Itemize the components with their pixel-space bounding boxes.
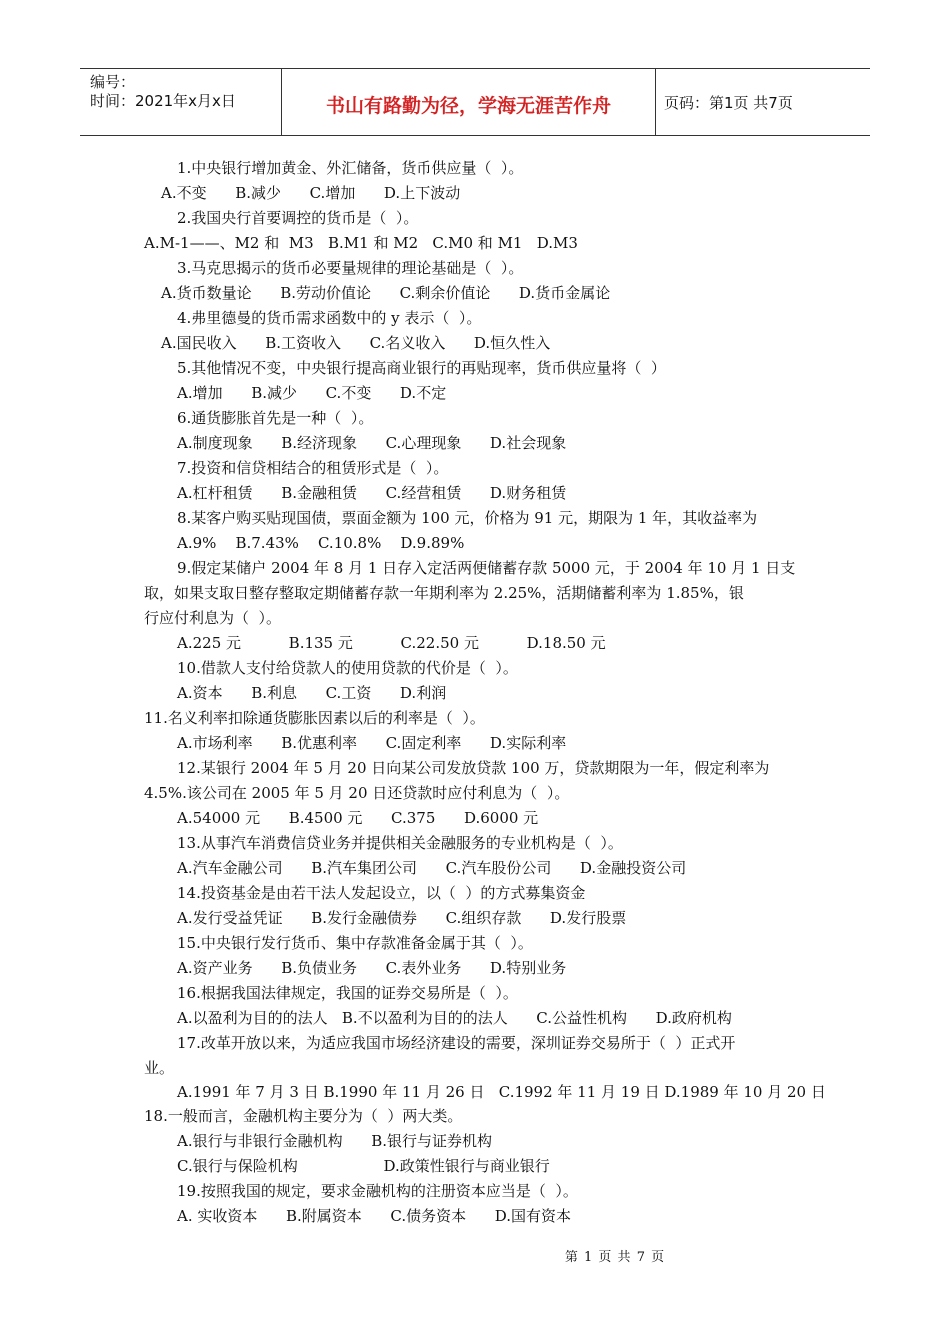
header-meta (80, 69, 282, 135)
options-12: A.54000 元 B.4500 元 C.375 D.6000 元 (177, 809, 539, 827)
question-6: 6.通货膨胀首先是一种（ ）。 (177, 409, 374, 427)
question-12-line-1: 12.某银行 2004 年 5 月 20 日向某公司发放贷款 100 万，贷款期限为一年，假定利率为 (177, 759, 770, 777)
question-5: 5.其他情况不变，中央银行提高商业银行的再贴现率，货币供应量将（ ） (177, 359, 666, 377)
question-14: 14.投资基金是由若干法人发起设立，以（ ）的方式募集资金 (177, 884, 586, 902)
header-motto: 书山有路勤为径，学海无涯苦作舟 (282, 69, 656, 135)
question-15: 15.中央银行发行货币、集中存款准备金属于其（ ）。 (177, 934, 533, 952)
options-18-line-2: C.银行与保险机构 D.政策性银行与商业银行 (177, 1157, 550, 1175)
options-16: A.以盈利为目的的法人 B.不以盈利为目的的法人 C.公益性机构 D.政府机构 (177, 1009, 732, 1027)
options-1: A.不变 B.减少 C.增加 D.上下波动 (161, 184, 461, 202)
header-page-info: 页码：第1页 共7页 (664, 93, 793, 112)
options-10: A.资本 B.利息 C.工资 D.利润 (177, 684, 447, 702)
question-9-line-2: 取，如果支取日整存整取定期储蓄存款一年期利率为 2.25%，活期储蓄利率为 1.85%，银 (144, 584, 744, 602)
page-footer (0, 1246, 950, 1265)
footer-page-number: 第 1 页 共 7 页 (564, 1250, 666, 1265)
question-2: 2.我国央行首要调控的货币是（ ）。 (177, 209, 419, 227)
options-2: A.M-1——、M2 和 M3 B.M1 和 M2 C.M0 和 M1 D.M3 (144, 234, 578, 252)
options-14: A.发行受益凭证 B.发行金融债券 C.组织存款 D.发行股票 (177, 909, 627, 927)
question-8: 8.某客户购买贴现国债，票面金额为 100 元，价格为 91 元，期限为 1 年，其收益率为 (177, 509, 758, 527)
options-19: A. 实收资本 B.附属资本 C.债务资本 D.国有资本 (177, 1207, 571, 1225)
time-label: 时间：2021年x月x日 (90, 92, 236, 110)
options-6: A.制度现象 B.经济现象 C.心理现象 D.社会现象 (177, 434, 567, 452)
options-9: A.225 元 B.135 元 C.22.50 元 D.18.50 元 (177, 634, 606, 652)
question-17-line-1: 17.改革开放以来，为适应我国市场经济建设的需要，深圳证券交易所于（ ）正式开 (177, 1034, 736, 1052)
question-1: 1.中央银行增加黄金、外汇储备，货币供应量（ ）。 (177, 159, 524, 177)
options-17: A.1991 年 7 月 3 日 B.1990 年 11 月 26 日 C.1992 年 11 月 19 日 D.1989 年 10 月 20 日 (177, 1083, 826, 1101)
question-9-line-1: 9.假定某储户 2004 年 8 月 1 日存入定活两便储蓄存款 5000 元，于 2004 年 10 月 1 日支 (177, 559, 796, 577)
question-9-line-3: 行应付利息为（ ）。 (144, 609, 282, 627)
options-11: A.市场利率 B.优惠利率 C.固定利率 D.实际利率 (177, 734, 567, 752)
question-18: 18.一般而言，金融机构主要分为（ ）两大类。 (144, 1107, 463, 1125)
options-13: A.汽车金融公司 B.汽车集团公司 C.汽车股份公司 D.金融投资公司 (177, 859, 687, 877)
page-header (80, 68, 870, 136)
question-19: 19.按照我国的规定，要求金融机构的注册资本应当是（ ）。 (177, 1182, 578, 1200)
options-18-line-1: A.银行与非银行金融机构 B.银行与证券机构 (177, 1132, 493, 1150)
question-7: 7.投资和信贷相结合的租赁形式是（ ）。 (177, 459, 449, 477)
question-17-line-2: 业。 (144, 1059, 175, 1077)
question-11: 11.名义利率扣除通货膨胀因素以后的利率是（ ）。 (144, 709, 485, 727)
code-label: 编号： (90, 73, 136, 91)
question-10: 10.借款人支付给贷款人的使用贷款的代价是（ ）。 (177, 659, 518, 677)
options-5: A.增加 B.减少 C.不变 D.不定 (177, 384, 447, 402)
options-15: A.资产业务 B.负债业务 C.表外业务 D.特别业务 (177, 959, 567, 977)
question-4: 4.弗里德曼的货币需求函数中的 y 表示（ ）。 (177, 309, 482, 327)
question-12-line-2: 4.5%.该公司在 2005 年 5 月 20 日还贷款时应付利息为（ ）。 (144, 784, 570, 802)
question-3: 3.马克思揭示的货币必要量规律的理论基础是（ ）。 (177, 259, 524, 277)
question-16: 16.根据我国法律规定，我国的证券交易所是（ ）。 (177, 984, 518, 1002)
options-8: A.9% B.7.43% C.10.8% D.9.89% (177, 534, 465, 552)
options-3: A.货币数量论 B.劳动价值论 C.剩余价值论 D.货币金属论 (161, 284, 611, 302)
options-7: A.杠杆租赁 B.金融租赁 C.经营租赁 D.财务租赁 (177, 484, 567, 502)
options-4: A.国民收入 B.工资收入 C.名义收入 D.恒久性入 (161, 334, 551, 352)
question-13: 13.从事汽车消费信贷业务并提供相关金融服务的专业机构是（ ）。 (177, 834, 623, 852)
